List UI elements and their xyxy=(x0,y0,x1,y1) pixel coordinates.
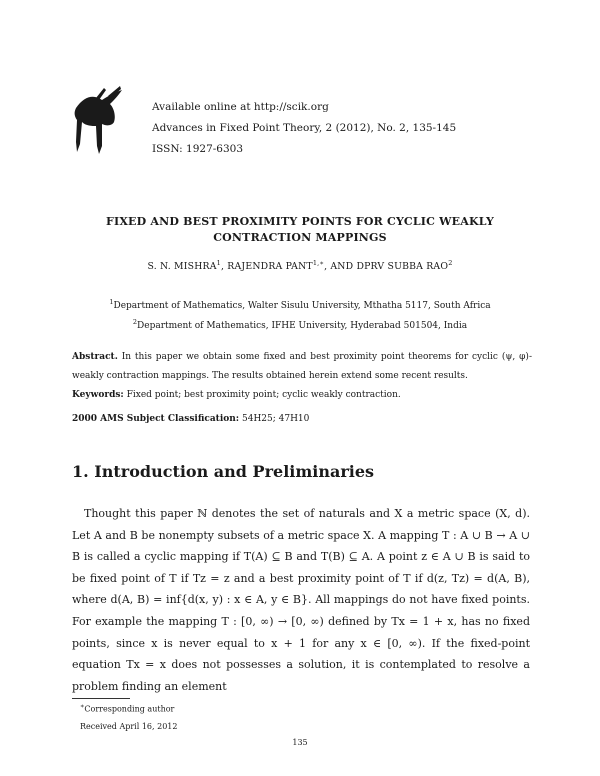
journal-citation: Advances in Fixed Point Theory, 2 (2012), No. 2, 135-145 xyxy=(152,122,457,134)
section-heading: 1. Introduction and Preliminaries xyxy=(72,462,375,481)
title-line-1: FIXED AND BEST PROXIMITY POINTS FOR CYCLIC WEAKLY xyxy=(105,215,495,228)
affiliation-1 xyxy=(0,298,600,311)
availability-line: Available online at http://scik.org xyxy=(152,101,329,113)
body-paragraph: Thought this paper ℕ denotes the set of naturals and X a metric space (X, d). Let A and B be nonempty subsets of a metric space X. A mapping T : A ∪ B → A ∪ B is called a cyclic mapping if T(A) ⊆ B and T(B) ⊆ A. A point z ∈ A ∪ B is said to be fixed point of T if Tz = z and a best proximity point of T if d(z, Tz) = d(A, B), where d(A, B) = inf{d(x, y) : x ∈ A, y ∈ B}. All mappings do not have fixed points. For example the mapping T : [0, ∞) → [0, ∞) defined by Tx = 1 + x, has no fixed points, since x is never equal to x + 1 for any x ∈ [0, ∞). If the fixed-point equation Tx = x does not possesses a solution, it is contemplated to resolve a problem finding an element xyxy=(72,507,530,693)
ams-label: 2000 AMS Subject Classification: xyxy=(72,414,240,424)
affiliation-1-mark: 1 xyxy=(109,298,114,306)
body-text xyxy=(72,503,530,697)
affiliation-2 xyxy=(0,318,600,331)
author-3-affiliation-mark: 2 xyxy=(448,259,453,267)
footnote-corresponding xyxy=(80,702,174,714)
affiliation-1-text: Department of Mathematics, Walter Sisulu University, Mthatha 5117, South Africa xyxy=(113,301,491,311)
ams-classification xyxy=(72,414,309,424)
author-2-affiliation-mark: 1,∗ xyxy=(312,259,325,267)
author-1-affiliation-mark: 1 xyxy=(216,259,221,267)
author-list xyxy=(0,259,600,272)
footnote-mark: ∗ xyxy=(80,702,85,710)
keywords-text: Fixed point; best proximity point; cyclic weakly contraction. xyxy=(123,390,401,400)
affiliation-2-mark: 2 xyxy=(132,318,138,326)
paper-title xyxy=(0,214,600,246)
received-date: Received April 16, 2012 xyxy=(80,722,178,731)
ams-codes: 54H25; 47H10 xyxy=(239,414,310,424)
abstract-text: In this paper we obtain some fixed and best proximity point theorems for cyclic (ψ, φ)-weakly contraction mappings. The results obtained herein extend some recent results. xyxy=(72,352,532,381)
abstract-label: Abstract. xyxy=(72,352,118,362)
author-separator: , AND xyxy=(324,261,357,273)
keywords-label: Keywords: xyxy=(72,390,124,400)
author-1: S. N. MISHRA xyxy=(147,261,217,273)
author-separator: , xyxy=(220,261,228,273)
keywords xyxy=(72,390,401,400)
author-2: RAJENDRA PANT xyxy=(227,261,313,273)
publication-info xyxy=(152,97,456,160)
journal-logo xyxy=(66,86,128,158)
author-3: DPRV SUBBA RAO xyxy=(356,261,449,273)
footnote-rule xyxy=(72,698,130,699)
footnote-corresponding-text: Corresponding author xyxy=(84,704,175,714)
issn: ISSN: 1927-6303 xyxy=(152,143,244,155)
abstract xyxy=(72,348,532,386)
title-line-2: CONTRACTION MAPPINGS xyxy=(213,231,387,244)
page-number: 135 xyxy=(292,738,308,747)
affiliation-2-text: Department of Mathematics, IFHE University, Hyderabad 501504, India xyxy=(137,321,468,331)
